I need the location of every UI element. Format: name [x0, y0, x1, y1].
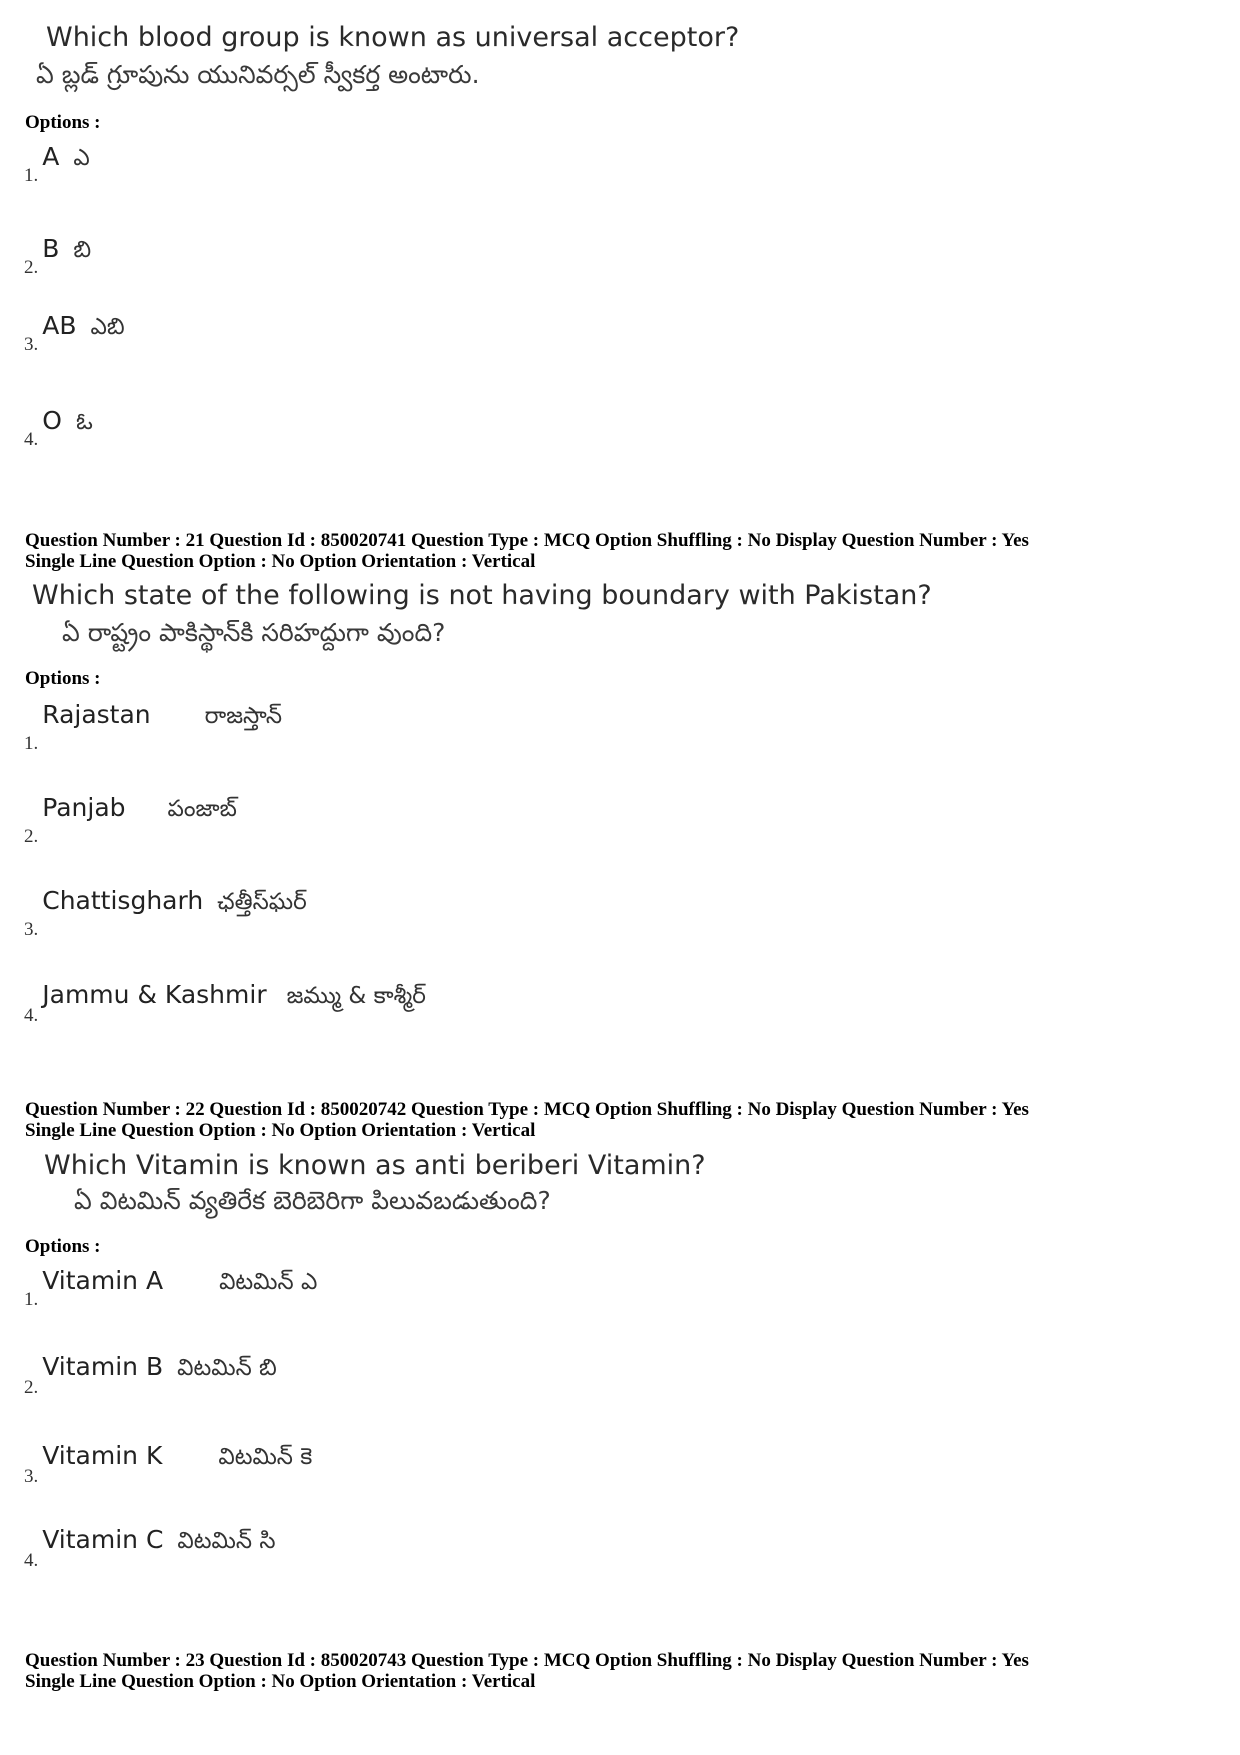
option-item[interactable]: [24, 142, 90, 186]
option-label-en: Vitamin C: [42, 1525, 164, 1554]
question-text-te: ఏ రాష్ట్రం పాకిస్థాన్‌కి సరిహద్దుగా వుంది?: [62, 618, 446, 647]
option-label-en: A: [42, 142, 60, 171]
option-item[interactable]: [24, 700, 283, 754]
option-text: [42, 1525, 275, 1554]
option-number: 3.: [24, 1466, 39, 1487]
option-label-te: విటమిన్ సి: [177, 1528, 276, 1554]
option-label-te: ఓ: [75, 409, 93, 435]
option-item[interactable]: [24, 1525, 276, 1571]
option-number: 3.: [24, 334, 39, 355]
option-text: [42, 793, 237, 822]
option-label-en: Jammu & Kashmir: [42, 980, 267, 1009]
option-label-en: Vitamin K: [42, 1441, 163, 1470]
question-meta-line1: Question Number : 23 Question Id : 850020743 Question Type : MCQ Option Shuffling : No Display Question Number : Yes: [25, 1650, 1029, 1671]
option-label-te: ఛత్తీస్‌ఘర్: [217, 889, 307, 915]
question-text-en: Which state of the following is not having boundary with Pakistan?: [32, 580, 932, 611]
option-item[interactable]: [24, 980, 426, 1026]
option-label-en: O: [42, 406, 62, 435]
option-item[interactable]: [24, 793, 237, 847]
option-number: 3.: [24, 919, 39, 940]
option-label-te: ఎ: [73, 145, 90, 171]
question-text-en: Which Vitamin is known as anti beriberi Vitamin?: [44, 1150, 706, 1181]
question-text-en: Which blood group is known as universal acceptor?: [46, 22, 740, 53]
options-label: Options :: [25, 1236, 101, 1257]
question-meta-line1: Question Number : 22 Question Id : 850020742 Question Type : MCQ Option Shuffling : No Display Question Number : Yes: [25, 1099, 1029, 1120]
option-label-te: విటమిన్ ఎ: [219, 1269, 318, 1295]
option-number: 4.: [24, 429, 39, 450]
option-number: 1.: [24, 733, 39, 754]
question-meta: [25, 1099, 1029, 1141]
option-number: 2.: [24, 826, 39, 847]
question-meta: [25, 530, 1029, 572]
option-label-te: పంజాబ్: [167, 796, 237, 822]
option-label-en: AB: [42, 311, 77, 340]
option-text: [42, 1441, 312, 1470]
option-label-te: విటమిన్ బి: [177, 1355, 277, 1381]
option-text: [42, 1266, 317, 1295]
options-label: Options :: [25, 668, 101, 689]
option-item[interactable]: [24, 406, 93, 450]
option-label-en: Panjab: [42, 793, 126, 822]
option-label-en: Chattisgharh: [42, 886, 204, 915]
option-text: [42, 142, 89, 171]
option-text: [42, 406, 93, 435]
option-number: 2.: [24, 1377, 39, 1398]
option-item[interactable]: [24, 886, 307, 940]
option-number: 1.: [24, 1289, 39, 1310]
option-text: [42, 700, 282, 729]
options-label: Options :: [25, 112, 101, 133]
option-item[interactable]: [24, 1266, 318, 1310]
question-meta-line2: Single Line Question Option : No Option Orientation : Vertical: [25, 551, 536, 572]
question-meta-line2: Single Line Question Option : No Option Orientation : Vertical: [25, 1120, 536, 1141]
option-label-te: జమ్ము & కాశ్మీర్: [286, 983, 426, 1009]
option-label-en: Rajastan: [42, 700, 151, 729]
option-label-te: ఎబి: [90, 314, 125, 340]
option-number: 2.: [24, 257, 39, 278]
option-number: 4.: [24, 1550, 39, 1571]
option-text: [42, 234, 91, 263]
option-text: [42, 980, 426, 1009]
option-item[interactable]: [24, 1441, 313, 1487]
option-label-te: విటమిన్ కె: [218, 1444, 313, 1470]
option-text: [42, 311, 124, 340]
option-label-te: రాజస్తాన్: [204, 703, 283, 729]
option-number: 4.: [24, 1005, 39, 1026]
question-text-te: ఏ బ్లడ్ గ్రూపును యునివర్సల్ స్వీకర్త అంటారు.: [36, 60, 480, 89]
question-meta-line1: Question Number : 21 Question Id : 850020741 Question Type : MCQ Option Shuffling : No Display Question Number : Yes: [25, 530, 1029, 551]
option-label-en: Vitamin B: [42, 1352, 164, 1381]
question-meta-line2: Single Line Question Option : No Option Orientation : Vertical: [25, 1671, 536, 1692]
option-label-en: B: [42, 234, 60, 263]
option-label-te: బి: [73, 237, 92, 263]
option-item[interactable]: [24, 234, 92, 278]
option-label-en: Vitamin A: [42, 1266, 164, 1295]
option-item[interactable]: [24, 311, 125, 355]
option-text: [42, 886, 307, 915]
option-item[interactable]: [24, 1352, 277, 1398]
option-text: [42, 1352, 277, 1381]
question-text-te: ఏ విటమిన్ వ్యతిరేక బెరిబెరిగా పిలువబడుతుంది?: [74, 1186, 551, 1215]
question-meta: [25, 1650, 1029, 1692]
option-number: 1.: [24, 165, 39, 186]
